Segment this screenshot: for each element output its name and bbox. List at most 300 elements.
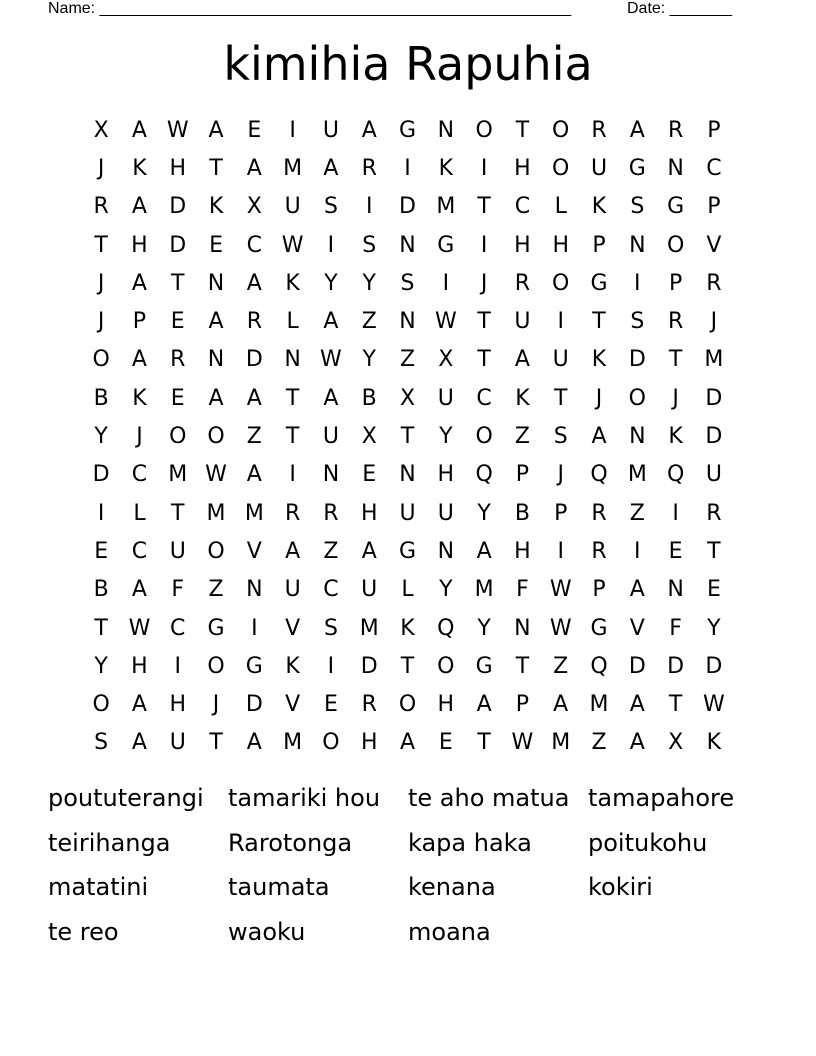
grid-letter: A [285,538,301,564]
grid-letter: O [322,730,340,756]
grid-letter: G [475,653,493,679]
grid-letter: D [705,385,723,411]
grid-letter: A [131,577,147,603]
grid-letter: A [208,309,224,335]
grid-letter: K [400,615,415,641]
grid-letter: W [166,117,189,143]
grid-letter: E [706,577,721,603]
grid-letter: I [365,194,373,220]
grid-letter: D [169,232,187,258]
grid-letter: Z [361,309,377,335]
grid-letter: H [514,232,531,258]
grid-letter: V [246,538,262,564]
grid-letter: Z [629,500,645,526]
word-bank-item: teirihanga [48,828,171,857]
grid-letter: O [628,385,646,411]
grid-letter: D [628,653,646,679]
grid-letter: T [553,385,568,411]
grid-letter: D [245,692,263,718]
grid-letter: G [667,194,685,220]
grid-letter: O [552,117,570,143]
grid-letter: T [668,692,683,718]
grid-letter: Q [475,462,493,488]
grid-letter: I [480,155,488,181]
grid-letter: C [131,538,148,564]
grid-letter: N [322,462,340,488]
grid-letter: W [205,462,227,488]
grid-letter: O [92,692,110,718]
word-bank-item: matatini [48,873,149,901]
grid-letter: T [515,117,530,143]
grid-letter: E [170,385,185,411]
grid-letter: Y [439,424,453,450]
grid-letter: Z [514,424,530,450]
grid-letter: W [320,347,342,373]
grid-letter: J [212,692,220,718]
grid-letter: F [171,577,185,603]
grid-letter: U [322,424,339,450]
grid-letter: A [246,462,262,488]
grid-letter: G [590,270,608,296]
word-bank-item: Rarotonga [228,828,353,857]
grid-letter: E [362,462,377,488]
grid-letter: Y [707,615,721,641]
grid-letter: O [207,653,225,679]
grid-letter: S [362,232,377,258]
grid-letter: P [592,577,606,603]
grid-letter: O [169,424,187,450]
grid-letter: T [285,424,300,450]
grid-letter: W [434,309,457,335]
grid-letter: U [437,500,454,526]
grid-letter: D [92,462,110,488]
name-date-line [48,0,748,20]
grid-letter: T [94,615,108,641]
grid-letter: L [554,194,567,220]
grid-letter: Y [362,270,376,296]
grid-letter: N [284,347,301,373]
grid-letter: K [132,385,147,411]
grid-letter: E [209,232,223,258]
grid-letter: A [629,692,645,718]
grid-letter: G [207,615,225,641]
grid-letter: O [207,424,225,450]
grid-letter: E [668,538,683,564]
grid-letter: U [284,194,301,220]
grid-letter: I [327,232,335,258]
puzzle-title: kimihia Rapuhia [223,37,593,91]
word-bank-item: kokiri [588,873,653,901]
grid-letter: K [591,347,607,373]
grid-letter: Z [553,653,569,679]
grid-letter: G [590,615,608,641]
grid-letter: X [93,117,109,143]
grid-letter: N [514,615,531,641]
grid-letter: A [323,309,339,335]
grid-letter: X [438,347,454,373]
date-field-label[interactable]: Date: _______ [627,0,732,17]
grid-letter: R [361,155,377,181]
grid-letter: T [171,270,185,296]
grid-letter: H [360,730,378,756]
grid-letter: X [361,424,377,450]
grid-letter: A [553,692,569,718]
grid-letter: E [94,538,109,564]
grid-letter: P [515,692,530,718]
grid-letter: T [477,347,491,373]
grid-letter: K [285,653,300,679]
grid-letter: S [323,194,338,220]
grid-letter: S [630,309,645,335]
grid-letter: U [399,500,416,526]
grid-letter: K [438,155,454,181]
grid-letter: Q [437,615,455,641]
grid-letter: J [97,270,105,296]
grid-letter: D [667,653,685,679]
grid-letter: R [667,309,684,335]
grid-letter: U [169,730,186,756]
grid-letter: R [591,500,607,526]
grid-letter: W [549,577,572,603]
grid-letter: O [666,232,685,258]
grid-letter: U [437,385,454,411]
grid-letter: S [400,270,415,296]
grid-letter: J [97,309,105,335]
grid-letter: K [208,194,224,220]
grid-letter: T [209,155,223,181]
grid-letter: H [437,462,455,488]
grid-letter: M [436,194,456,220]
grid-letter: A [629,730,645,756]
grid-letter: H [552,232,569,258]
grid-letter: G [398,117,417,143]
grid-letter: C [706,155,722,181]
grid-letter: I [557,309,564,335]
grid-letter: U [322,117,339,143]
grid-letter: A [361,538,377,564]
grid-letter: M [283,155,303,181]
grid-letter: Z [399,347,416,373]
grid-letter: N [399,462,416,488]
grid-letter: I [634,270,641,296]
grid-letter: H [437,692,455,718]
grid-letter: V [285,692,301,718]
grid-letter: T [668,347,683,373]
grid-letter: K [668,424,683,450]
word-bank-item: poitukohu [588,828,708,857]
grid-letter: R [170,347,186,373]
grid-letter: F [516,577,529,603]
grid-letter: V [706,232,722,258]
grid-letter: C [131,462,148,488]
grid-letter: A [131,692,147,718]
grid-letter: R [361,692,377,718]
grid-letter: N [207,347,225,373]
grid-letter: A [208,117,224,143]
grid-letter: Q [590,653,608,679]
grid-letter: A [629,117,645,143]
grid-letter: N [399,232,416,258]
grid-letter: A [399,730,416,756]
word-bank-item: kenana [408,873,496,901]
grid-letter: L [286,309,299,335]
grid-letter: I [289,462,296,488]
grid-letter: N [437,538,455,564]
grid-letter: Q [666,462,685,488]
grid-letter: N [207,270,225,296]
grid-letter: H [131,653,148,679]
grid-letter: A [361,117,377,143]
grid-letter: B [93,577,109,603]
word-bank-item: kapa haka [408,828,532,857]
grid-letter: W [511,730,534,756]
grid-letter: S [323,615,338,641]
grid-letter: U [361,577,378,603]
grid-letter: D [399,194,416,220]
grid-letter: J [136,424,143,450]
grid-letter: D [169,194,187,220]
grid-letter: A [323,155,339,181]
grid-letter: P [668,270,683,296]
grid-letter: I [672,500,679,526]
grid-letter: O [207,538,225,564]
grid-letter: W [703,692,725,718]
grid-letter: Y [324,270,338,296]
grid-letter: O [475,117,493,143]
grid-letter: A [208,385,224,411]
grid-letter: X [399,385,416,411]
grid-letter: H [169,692,187,718]
grid-letter: Z [208,577,224,603]
grid-letter: A [476,538,492,564]
grid-letter: W [549,615,572,641]
grid-letter: I [97,500,105,526]
grid-letter: J [595,385,603,411]
grid-letter: K [706,730,722,756]
grid-letter: U [514,309,531,335]
grid-letter: E [170,309,185,335]
grid-letter: I [442,270,450,296]
grid-letter: M [627,462,647,488]
grid-letter: G [437,232,455,258]
word-bank-item: taumata [228,873,330,901]
grid-letter: T [477,309,491,335]
grid-letter: N [629,424,646,450]
grid-letter: O [552,270,570,296]
grid-letter: P [554,500,568,526]
grid-letter: A [591,424,607,450]
grid-letter: J [672,385,679,411]
grid-letter: X [668,730,684,756]
grid-letter: S [94,730,109,756]
grid-letter: A [246,155,262,181]
grid-letter: R [246,309,262,335]
grid-letter: M [168,462,188,488]
grid-letter: I [480,232,488,258]
grid-letter: I [557,538,564,564]
grid-letter: M [551,730,571,756]
grid-letter: L [401,577,414,603]
grid-letter: N [399,309,416,335]
grid-letter: J [557,462,564,488]
grid-letter: A [131,347,147,373]
grid-letter: T [592,309,606,335]
grid-letter: A [476,692,492,718]
grid-letter: U [705,462,722,488]
grid-letter: M [244,500,264,526]
grid-letter: U [169,538,186,564]
grid-letter: M [474,577,494,603]
grid-letter: H [514,538,531,564]
grid-letter: U [284,577,301,603]
grid-letter: N [437,117,455,143]
grid-letter: B [93,385,109,411]
grid-letter: Z [591,730,607,756]
grid-letter: C [514,194,531,220]
word-bank-item: poututerangi [48,784,204,812]
grid-letter: A [246,385,262,411]
grid-letter: A [131,730,147,756]
grid-letter: E [438,730,453,756]
grid-letter: I [327,653,335,679]
grid-letter: A [246,270,262,296]
grid-letter: G [245,653,263,679]
grid-letter: S [630,194,645,220]
grid-letter: A [131,194,147,220]
grid-letter: M [206,500,226,526]
grid-letter: K [515,385,530,411]
grid-letter: T [209,730,223,756]
grid-letter: M [359,615,379,641]
word-bank-item: waoku [228,917,306,946]
grid-letter: Y [477,500,491,526]
grid-letter: T [94,232,108,258]
grid-letter: O [437,653,455,679]
grid-letter: J [480,270,488,296]
letter-grid [82,111,733,762]
word-bank [48,776,768,954]
grid-letter: M [704,347,724,373]
grid-letter: U [590,155,608,181]
grid-letter: H [514,155,531,181]
grid-letter: K [591,194,607,220]
grid-letter: R [284,500,301,526]
grid-letter: G [628,155,646,181]
grid-letter: T [400,424,415,450]
grid-letter: T [477,730,491,756]
grid-letter: W [281,232,304,258]
grid-letter: O [475,424,493,450]
grid-letter: I [634,538,641,564]
grid-letter: C [323,577,339,603]
word-bank-item: tamariki hou [228,784,381,812]
grid-letter: N [629,232,646,258]
grid-letter: E [323,692,338,718]
grid-letter: K [132,155,147,181]
grid-letter: H [360,500,378,526]
grid-letter: P [707,194,721,220]
grid-letter: T [707,538,721,564]
grid-letter: S [553,424,568,450]
grid-letter: M [283,730,303,756]
grid-letter: R [667,117,684,143]
grid-letter: D [360,653,378,679]
grid-letter: B [361,385,377,411]
grid-letter: W [128,615,151,641]
grid-letter: H [169,155,187,181]
grid-letter: Y [439,577,453,603]
grid-letter: U [552,347,569,373]
grid-letter: F [669,615,682,641]
grid-letter: P [707,117,721,143]
grid-letter: K [285,270,300,296]
grid-letter: C [246,232,263,258]
grid-letter: J [710,309,718,335]
grid-letter: I [251,615,258,641]
grid-letter: B [514,500,530,526]
grid-letter: T [400,653,415,679]
grid-letter: D [628,347,646,373]
grid-letter: D [705,424,723,450]
name-field-label[interactable]: Name: _____________________________________________________ [48,0,572,17]
grid-letter: P [132,309,147,335]
grid-letter: R [514,270,531,296]
grid-letter: H [131,232,148,258]
grid-letter: Y [477,615,491,641]
grid-letter: A [246,730,262,756]
grid-letter: R [706,270,722,296]
grid-letter: R [706,500,722,526]
grid-letter: A [131,270,147,296]
word-bank-item: te aho matua [408,784,570,812]
grid-letter: C [476,385,492,411]
grid-letter: E [247,117,262,143]
grid-letter: R [591,538,607,564]
grid-letter: J [97,155,105,181]
grid-letter: L [133,500,146,526]
grid-letter: Z [323,538,339,564]
grid-letter: Z [246,424,262,450]
grid-letter: T [171,500,185,526]
grid-letter: C [170,615,186,641]
grid-letter: N [667,577,684,603]
grid-letter: I [289,117,296,143]
grid-letter: D [705,653,723,679]
grid-letter: T [515,653,530,679]
grid-letter: X [246,194,262,220]
grid-letter: V [285,615,301,641]
grid-letter: P [515,462,530,488]
word-bank-item: moana [408,917,491,946]
grid-letter: R [591,117,607,143]
grid-letter: T [285,385,300,411]
grid-letter: Y [362,347,376,373]
grid-letter: P [592,232,606,258]
grid-letter: R [93,194,109,220]
grid-letter: N [246,577,263,603]
grid-letter: O [92,347,110,373]
grid-letter: Y [94,424,108,450]
grid-letter: I [174,653,181,679]
grid-letter: R [323,500,339,526]
grid-letter: A [131,117,147,143]
grid-letter: N [667,155,684,181]
word-bank-item: tamapahore [588,784,735,812]
grid-letter: I [404,155,411,181]
grid-letter: A [514,347,530,373]
grid-letter: G [398,538,417,564]
grid-letter: O [398,692,417,718]
